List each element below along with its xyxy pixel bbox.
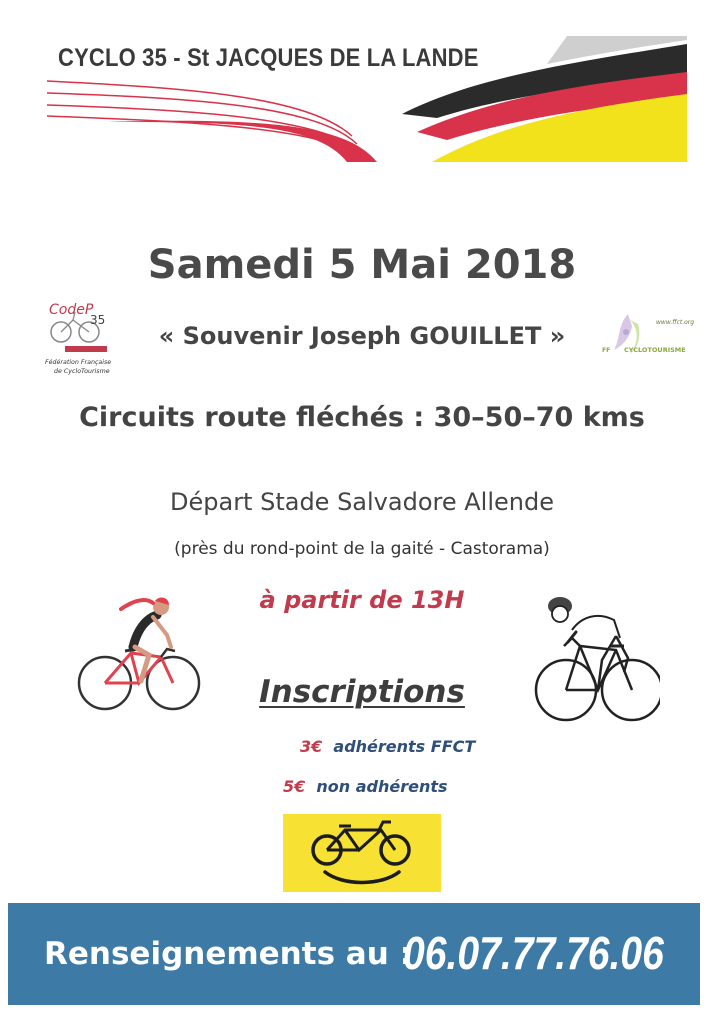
fee-nonmember — [283, 777, 448, 796]
codep-number: 35 — [90, 313, 106, 327]
fee-member-price: 3€ — [300, 737, 323, 756]
fee-member — [300, 737, 475, 756]
fee-nonmember-label: non adhérents — [316, 777, 448, 796]
ffct-url: www.ffct.org — [656, 319, 695, 326]
codep-brand: CodeP — [49, 302, 94, 318]
departure-note: (près du rond-point de la gaité - Castorama) — [174, 539, 550, 559]
codep-caption-1: Fédération Française — [45, 359, 112, 366]
event-name: « Souvenir Joseph GOUILLET » — [158, 322, 566, 350]
contact-footer — [8, 903, 700, 1005]
ffct-label: CYCLOTOURISME — [624, 346, 686, 354]
codep-caption-2: de CycloTourisme — [54, 368, 110, 375]
fee-nonmember-price: 5€ — [283, 777, 306, 796]
bike-smiley-icon — [283, 814, 441, 892]
departure-location: Départ Stade Salvadore Allende — [170, 488, 554, 516]
ffct-ff: FF — [602, 347, 611, 354]
contact-label: Renseignements au : — [44, 936, 412, 972]
contact-phone: 06.07.77.76.06 — [403, 927, 664, 979]
event-date: Samedi 5 Mai 2018 — [147, 242, 577, 288]
inscriptions-title: Inscriptions — [259, 674, 465, 710]
header-title: CYCLO 35 - St JACQUES DE LA LANDE — [58, 44, 479, 72]
start-time: à partir de 13H — [259, 586, 465, 614]
fee-member-label: adhérents FFCT — [333, 737, 476, 756]
circuits-info: Circuits route fléchés : 30–50–70 kms — [79, 402, 645, 433]
